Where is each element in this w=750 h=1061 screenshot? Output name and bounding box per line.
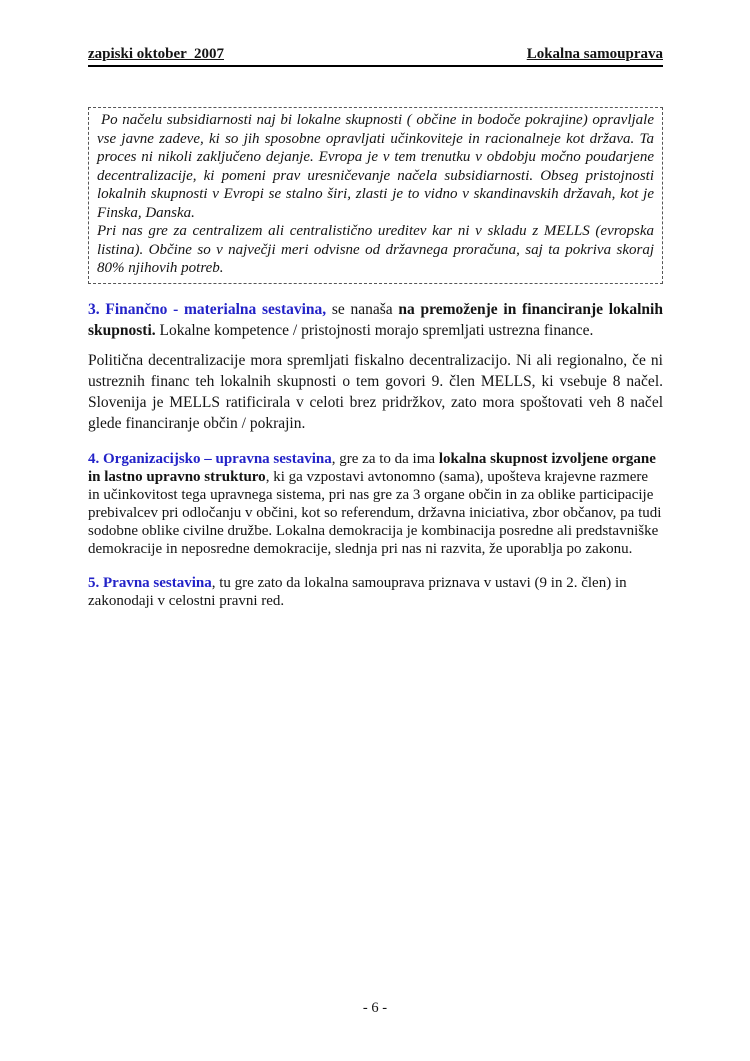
page-footer — [0, 1000, 750, 1017]
note-box — [88, 107, 663, 284]
text-run: na premoženje in financiranje lokalnih skupnosti. — [88, 300, 663, 339]
section-4-organizacijsko — [88, 450, 663, 558]
section-heading-text: 4. Organizacijsko – upravna sestavina — [88, 450, 332, 467]
text-run: se nanaša — [326, 300, 399, 318]
text-run: Lokalne kompetence / pristojnosti morajo spremljati ustrezna finance. — [155, 321, 594, 339]
page-number: - 6 - — [362, 1000, 388, 1016]
section-3-financno — [88, 299, 663, 341]
section-5-pravna — [88, 574, 663, 610]
note-paragraph-centralizem: Pri nas gre za centralizem ali centralistično ureditev kar ni v skladu z MELLS (evropska listina). Občine so v največji meri odvisne od državnega proračuna, saj ta pokriva skoraj 80% njihovih potreb. — [97, 223, 654, 276]
section-heading-text: 5. Pravna sestavina — [88, 574, 212, 591]
text-run: Politična decentralizacije mora spremljati fiskalno decentralizacijo. Ni ali regionalno, če ni ustreznih financ teh lokalnih skupnosti o tem govori 9. člen MELLS, ki vsebuje 8 načel. Slovenija je MELLS ratificirala v celoti brez pridržkov, zato mora spoštovati veh 8 načel glede financiranje občin / pokrajin. — [88, 351, 663, 432]
section-heading-text: 3. Finančno - materialna sestavina, — [88, 300, 327, 318]
note-paragraph-subsidiarnost: Po načelu subsidiarnosti naj bi lokalne skupnosti ( občine in bodoče pokrajine) opravljale vse javne zadeve, ki so jih sposobne opravljati učinkoviteje in racionalneje kot država. Ta proces ni nikoli zaključeno dejanje. Evropa je v tem trenutku v obdobju močno poudarjene decentralizacije, ki pomeni prav uresničevanje načela subsidiarnosti. Obseg pristojnosti lokalnih skupnosti v Evropi se stalno širi, zlasti je to vidno v skandinavskih državah, kot je Finska, Danska. — [97, 112, 654, 221]
text-run: , tu gre zato da lokalna samouprava priznava v ustavi (9 in 2. člen) in zakonodaji v celostni pravni red. — [88, 574, 627, 609]
text-run: lokalna skupnost izvoljene organe in lastno upravno strukturo — [88, 450, 656, 485]
text-run: , ki ga vzpostavi avtonomno (sama), upošteva krajevne razmere in učinkovitost tega upravnega sistema, pri nas gre za 3 organe občin in za oblike participacije prebivalcev pri odločanju v občini, kot so referendum, državna iniciativa, zbor občanov, pa tudi sodobne oblike civilne družbe. Lokalna demokracija je kombinacija posredne ali predstavniške demokracije in neposredne demokracije, slednja pri nas ni razvita, že uporablja po zakonu. — [88, 468, 662, 557]
paragraph-fiskalna-decentralizacija — [88, 350, 663, 434]
text-run: , gre za to da ima — [331, 450, 439, 467]
page-header — [88, 46, 663, 67]
header-left-title: zapiski oktober 2007 — [88, 46, 224, 62]
header-right-title: Lokalna samouprava — [526, 46, 663, 62]
